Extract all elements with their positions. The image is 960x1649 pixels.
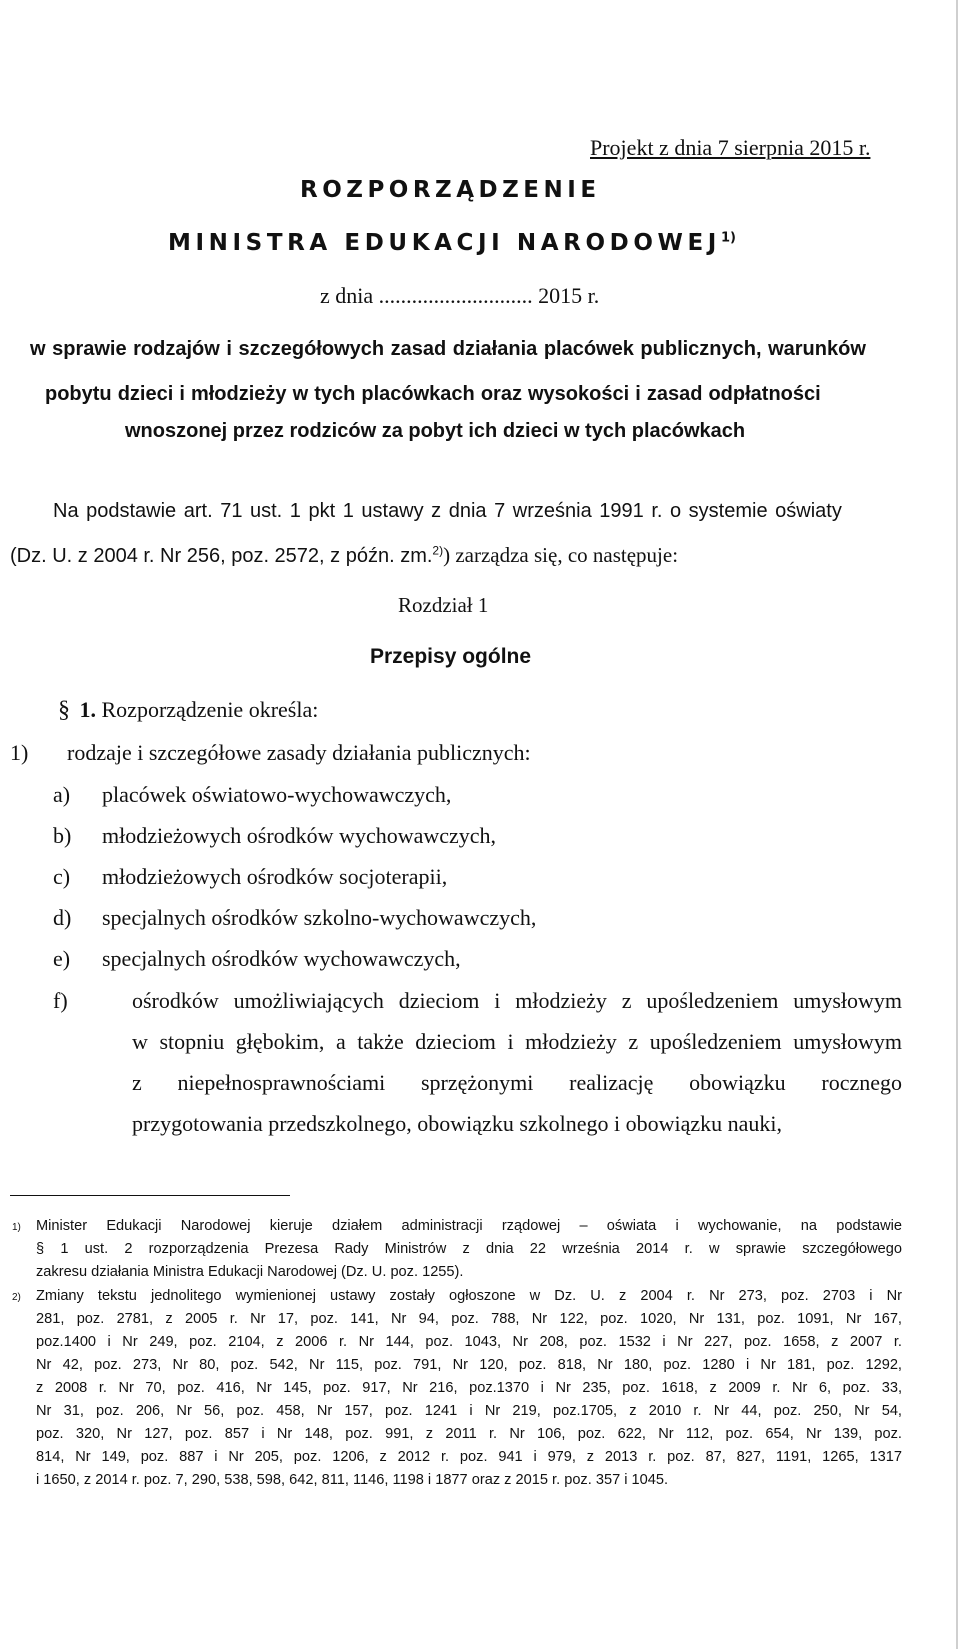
section-symbol: §	[58, 697, 70, 723]
item-1-label: 1)	[10, 740, 29, 765]
footnote-2-line: poz.1400 i Nr 249, poz. 2104, z 2006 r. Nr 144, poz. 1043, Nr 208, poz. 1532 i Nr 227, poz. 1658, z 2007 r.	[36, 1334, 902, 1350]
issue-date-line: z dnia ............................ 2015 r.	[320, 283, 600, 308]
footnote-2-line: Nr 42, poz. 273, Nr 80, poz. 542, Nr 115, poz. 791, Nr 120, poz. 818, Nr 180, poz. 1280 i Nr 181, poz. 1292,	[36, 1357, 902, 1373]
legal-basis-closing: ) zarządza się, co następuje:	[443, 543, 679, 567]
subitem-c-label: c)	[53, 864, 71, 889]
draft-date: Projekt z dnia 7 sierpnia 2015 r.	[590, 135, 871, 160]
footnote-ref-1[interactable]: 1)	[720, 230, 736, 246]
legal-basis-line-1: Na podstawie art. 71 ust. 1 pkt 1 ustawy z dnia 7 września 1991 r. o systemie oświaty	[53, 500, 842, 522]
footnote-2-line: 814, Nr 149, poz. 887 i Nr 205, poz. 1206, z 2012 r. poz. 941 i 979, z 2013 r. poz. 87, 827, 1191, 1265, 1317	[36, 1449, 902, 1465]
subitem-c-text: młodzieżowych ośrodków socjoterapii,	[102, 864, 448, 889]
section-intro-text: Rozporządzenie określa:	[101, 697, 319, 722]
subitem-f-label: f)	[53, 988, 68, 1013]
subitem-f-text: ośrodków umożliwiających dzieciom i młodzieży z upośledzeniem umysłowym	[132, 988, 902, 1013]
legal-basis-citation: (Dz. U. z 2004 r. Nr 256, poz. 2572, z późn. zm.	[10, 545, 433, 567]
subitem-b-label: b)	[53, 823, 72, 848]
footnote-1-line: zakresu działania Ministra Edukacji Narodowej (Dz. U. poz. 1255).	[36, 1264, 464, 1280]
footnote-separator	[10, 1195, 290, 1196]
subject-line-2: pobytu dzieci i młodzieży w tych placówkach oraz wysokości i zasad odpłatności	[45, 383, 821, 405]
chapter-title: Przepisy ogólne	[370, 645, 532, 668]
subitem-f-continuation-3: przygotowania przedszkolnego, obowiązku szkolnego i obowiązku nauki,	[132, 1111, 783, 1136]
footnote-2-line: z 2008 r. Nr 70, poz. 416, Nr 145, poz. 917, Nr 216, poz.1370 i Nr 235, poz. 1618, z 2009 r. Nr 6, poz. 33,	[36, 1380, 902, 1396]
footnote-2-line: Zmiany tekstu jednolitego wymienionej ustawy zostały ogłoszone w Dz. U. z 2004 r. Nr 273, poz. 2703 i Nr	[36, 1288, 902, 1304]
legal-basis-line-2	[10, 543, 678, 568]
footnote-1-marker: 1)	[12, 1222, 21, 1233]
page-edge-line	[956, 0, 958, 1649]
subitem-d-text: specjalnych ośrodków szkolno-wychowawczych,	[102, 905, 537, 930]
document-type-title: ROZPORZĄDZENIE	[300, 177, 601, 203]
subitem-f-continuation-1: w stopniu głębokim, a także dzieciom i młodzieży z upośledzeniem umysłowym	[132, 1029, 902, 1054]
footnote-2-line: 281, poz. 2781, z 2005 r. Nr 17, poz. 141, Nr 94, poz. 788, Nr 122, poz. 1020, Nr 131, poz. 1091, Nr 167,	[36, 1311, 902, 1327]
footnote-2-line: Nr 31, poz. 206, Nr 56, poz. 458, Nr 157, poz. 1241 i Nr 219, poz.1705, z 2010 r. Nr 44, poz. 250, Nr 54,	[36, 1403, 902, 1419]
chapter-number: Rozdział 1	[398, 593, 489, 617]
subitem-a-text: placówek oświatowo-wychowawczych,	[102, 782, 452, 807]
subitem-b-text: młodzieżowych ośrodków wychowawczych,	[102, 823, 497, 848]
subitem-e-text: specjalnych ośrodków wychowawczych,	[102, 946, 461, 971]
subitem-f-continuation-2: z niepełnosprawnościami sprzężonymi realizację obowiązku rocznego	[132, 1070, 902, 1095]
subject-line-3: wnoszonej przez rodziców za pobyt ich dzieci w tych placówkach	[125, 420, 746, 442]
section-number: 1.	[79, 697, 96, 722]
footnote-ref-2[interactable]: 2)	[432, 543, 444, 558]
footnote-2-line: i 1650, z 2014 r. poz. 7, 290, 538, 598, 642, 811, 1146, 1198 i 1877 oraz z 2015 r. poz. 357 i 1045.	[36, 1472, 669, 1488]
issuing-authority-name: MINISTRA EDUKACJI NARODOWEJ	[168, 230, 721, 256]
footnote-2-marker: 2)	[12, 1292, 21, 1303]
footnote-1-line: § 1 ust. 2 rozporządzenia Prezesa Rady Ministrów z dnia 22 września 2014 r. w sprawie szczegółowego	[36, 1241, 902, 1257]
footnote-1-line: Minister Edukacji Narodowej kieruje działem administracji rządowej – oświata i wychowanie, na podstawie	[36, 1218, 902, 1234]
issuing-authority	[168, 230, 736, 256]
subitem-a-label: a)	[53, 782, 71, 807]
section-1-heading	[58, 697, 318, 724]
subitem-d-label: d)	[53, 905, 72, 930]
subitem-e-label: e)	[53, 946, 71, 971]
subject-line-1: w sprawie rodzajów i szczegółowych zasad działania placówek publicznych, warunków	[30, 338, 866, 360]
item-1-text: rodzaje i szczegółowe zasady działania publicznych:	[67, 740, 531, 765]
footnote-2-line: poz. 320, Nr 127, poz. 857 i Nr 148, poz. 991, z 2011 r. Nr 106, poz. 622, Nr 112, poz. 654, Nr 139, poz.	[36, 1426, 902, 1442]
